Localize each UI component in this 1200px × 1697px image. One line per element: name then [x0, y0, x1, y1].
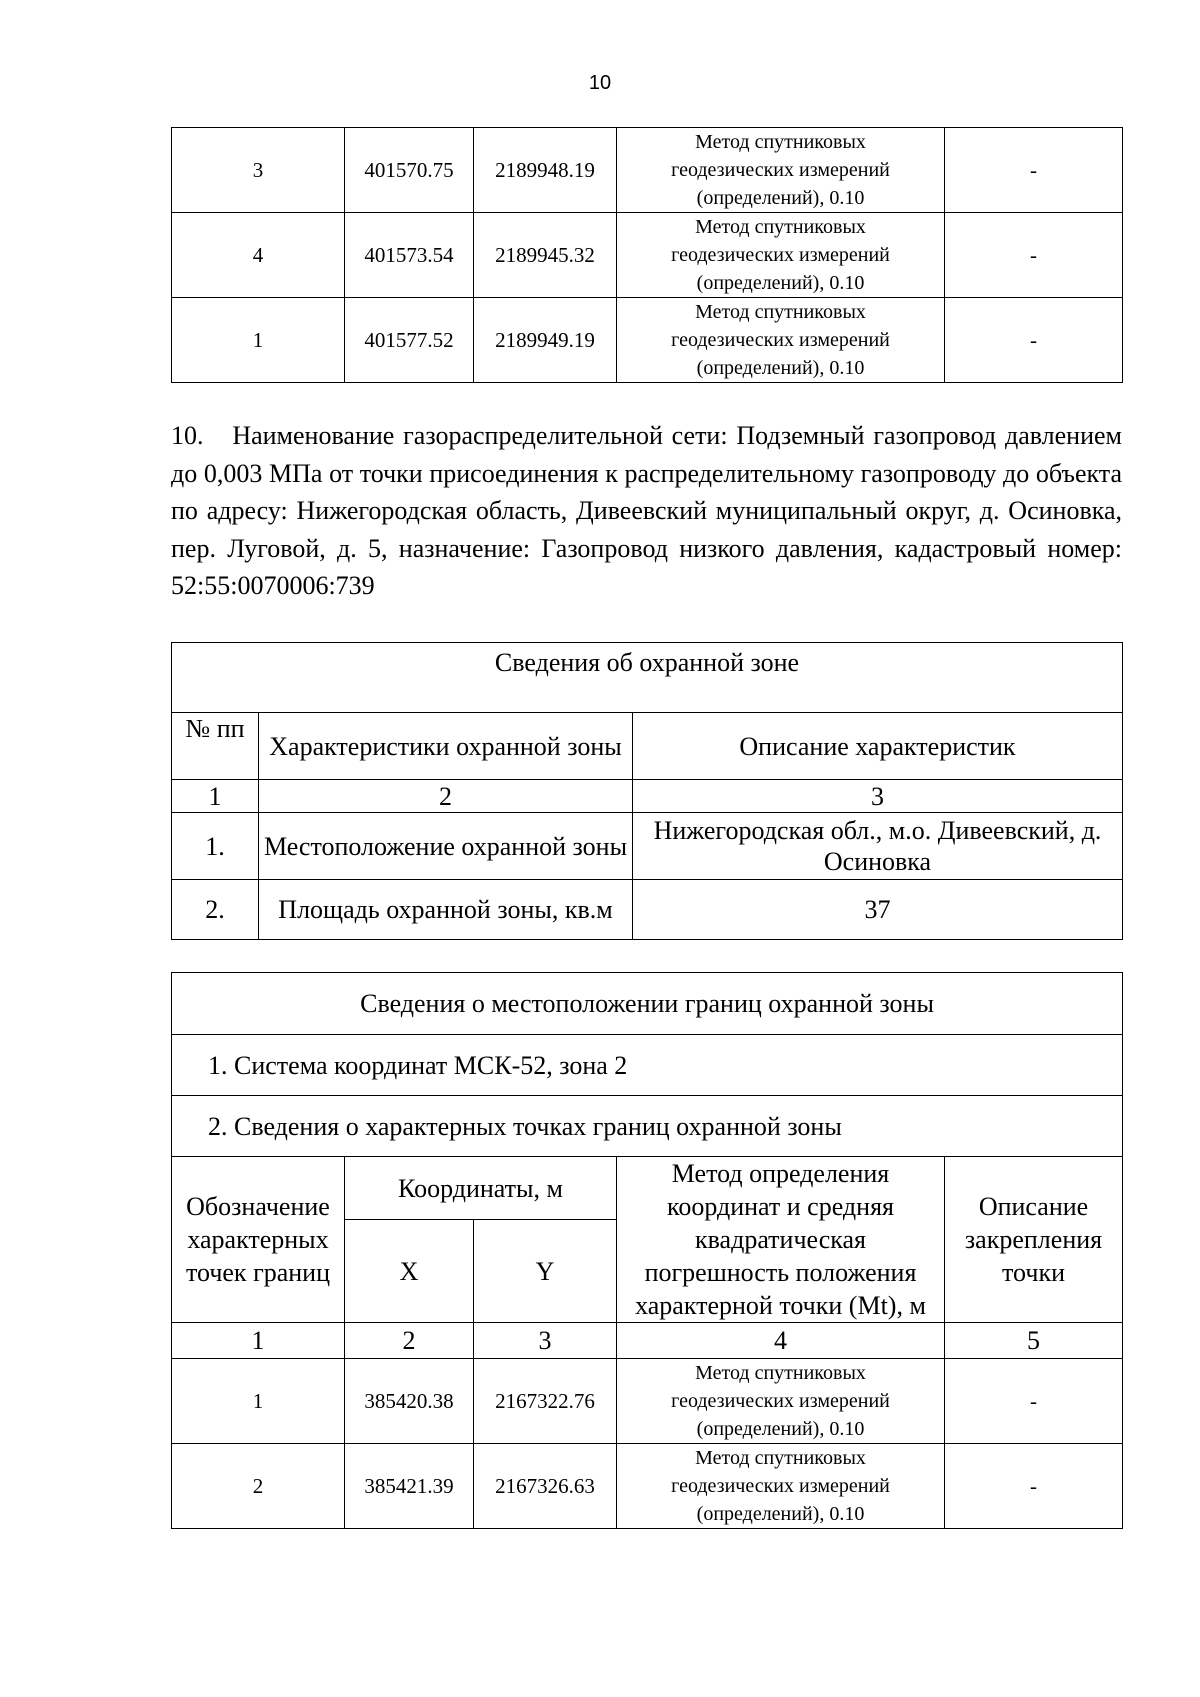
y-cell: 2167326.63 [474, 1444, 617, 1529]
row-description: Нижегородская обл., м.о. Дивеевский, д. Осиновка [633, 813, 1123, 880]
index-cell: 3 [633, 780, 1123, 813]
page-number: 10 [588, 72, 612, 94]
x-cell: 385421.39 [345, 1444, 474, 1529]
point-cell: 1 [172, 298, 345, 383]
desc-cell: - [945, 1359, 1123, 1444]
desc-cell: - [945, 1444, 1123, 1529]
section-text: Наименование газораспределительной сети: Подземный газопровод давлением до 0,003 МПа от точки присоединения к распределительному газопроводу до объекта по адресу: Нижегородская область, Дивеевский муниципальный округ, д. Осиновка, пер. Луговой, д. 5, назначение: Газопровод низкого давления, кадастровый номер: 52:55:0070006:739 [171, 421, 1123, 600]
x-cell: 401577.52 [345, 298, 474, 383]
boundary-points-table [171, 972, 1123, 1529]
header-method: Метод определения координат и средняя квадратическая погрешность положения характерной точки (Mt), м [617, 1157, 945, 1323]
row-characteristic: Местоположение охранной зоны [259, 813, 633, 880]
y-cell: 2189949.19 [474, 298, 617, 383]
header-y: Y [474, 1220, 617, 1323]
y-cell: 2189948.19 [474, 128, 617, 213]
y-cell: 2189945.32 [474, 213, 617, 298]
zone-table-title: Сведения об охранной зоне [172, 643, 1123, 713]
protection-zone-table [171, 642, 1123, 940]
table-row [172, 298, 1123, 383]
y-cell: 2167322.76 [474, 1359, 617, 1444]
table-row [172, 128, 1123, 213]
method-cell: Метод спутниковых геодезических измерений (определений), 0.10 [617, 1359, 945, 1444]
desc-cell: - [945, 298, 1123, 383]
method-cell: Метод спутниковых геодезических измерений (определений), 0.10 [617, 1444, 945, 1529]
method-cell: Метод спутниковых геодезических измерений (определений), 0.10 [617, 128, 945, 213]
index-cell: 1 [172, 780, 259, 813]
points-table-continued [171, 127, 1123, 383]
header-designation: Обозначение характерных точек границ [172, 1157, 345, 1323]
row-num: 1. [172, 813, 259, 880]
point-cell: 2 [172, 1444, 345, 1529]
index-cell: 2 [259, 780, 633, 813]
x-cell: 401573.54 [345, 213, 474, 298]
row-characteristic: Площадь охранной зоны, кв.м [259, 880, 633, 940]
header-characteristics: Характеристики охранной зоны [259, 713, 633, 780]
row-description: 37 [633, 880, 1123, 940]
header-description: Описание характеристик [633, 713, 1123, 780]
desc-cell: - [945, 213, 1123, 298]
point-cell: 1 [172, 1359, 345, 1444]
point-cell: 4 [172, 213, 345, 298]
header-coordinates: Координаты, м [345, 1157, 617, 1220]
bounds-table-title: Сведения о местоположении границ охранной зоны [172, 973, 1123, 1035]
index-cell: 4 [617, 1323, 945, 1359]
x-cell: 385420.38 [345, 1359, 474, 1444]
header-num: № пп [172, 713, 259, 780]
coordinate-system: 1. Система координат МСК-52, зона 2 [172, 1035, 1123, 1096]
table-row [172, 1444, 1123, 1529]
row-num: 2. [172, 880, 259, 940]
point-cell: 3 [172, 128, 345, 213]
header-x: X [345, 1220, 474, 1323]
index-cell: 2 [345, 1323, 474, 1359]
table-row [172, 880, 1123, 940]
section-number: 10. [171, 421, 204, 450]
table-row [172, 213, 1123, 298]
method-cell: Метод спутниковых геодезических измерений (определений), 0.10 [617, 298, 945, 383]
table-row [172, 1359, 1123, 1444]
x-cell: 401570.75 [345, 128, 474, 213]
index-cell: 3 [474, 1323, 617, 1359]
method-cell: Метод спутниковых геодезических измерений (определений), 0.10 [617, 213, 945, 298]
points-section-title: 2. Сведения о характерных точках границ охранной зоны [172, 1096, 1123, 1157]
section-paragraph [171, 417, 1122, 605]
index-cell: 1 [172, 1323, 345, 1359]
table-row [172, 813, 1123, 880]
index-cell: 5 [945, 1323, 1123, 1359]
header-fixing: Описание закрепления точки [945, 1157, 1123, 1323]
desc-cell: - [945, 128, 1123, 213]
